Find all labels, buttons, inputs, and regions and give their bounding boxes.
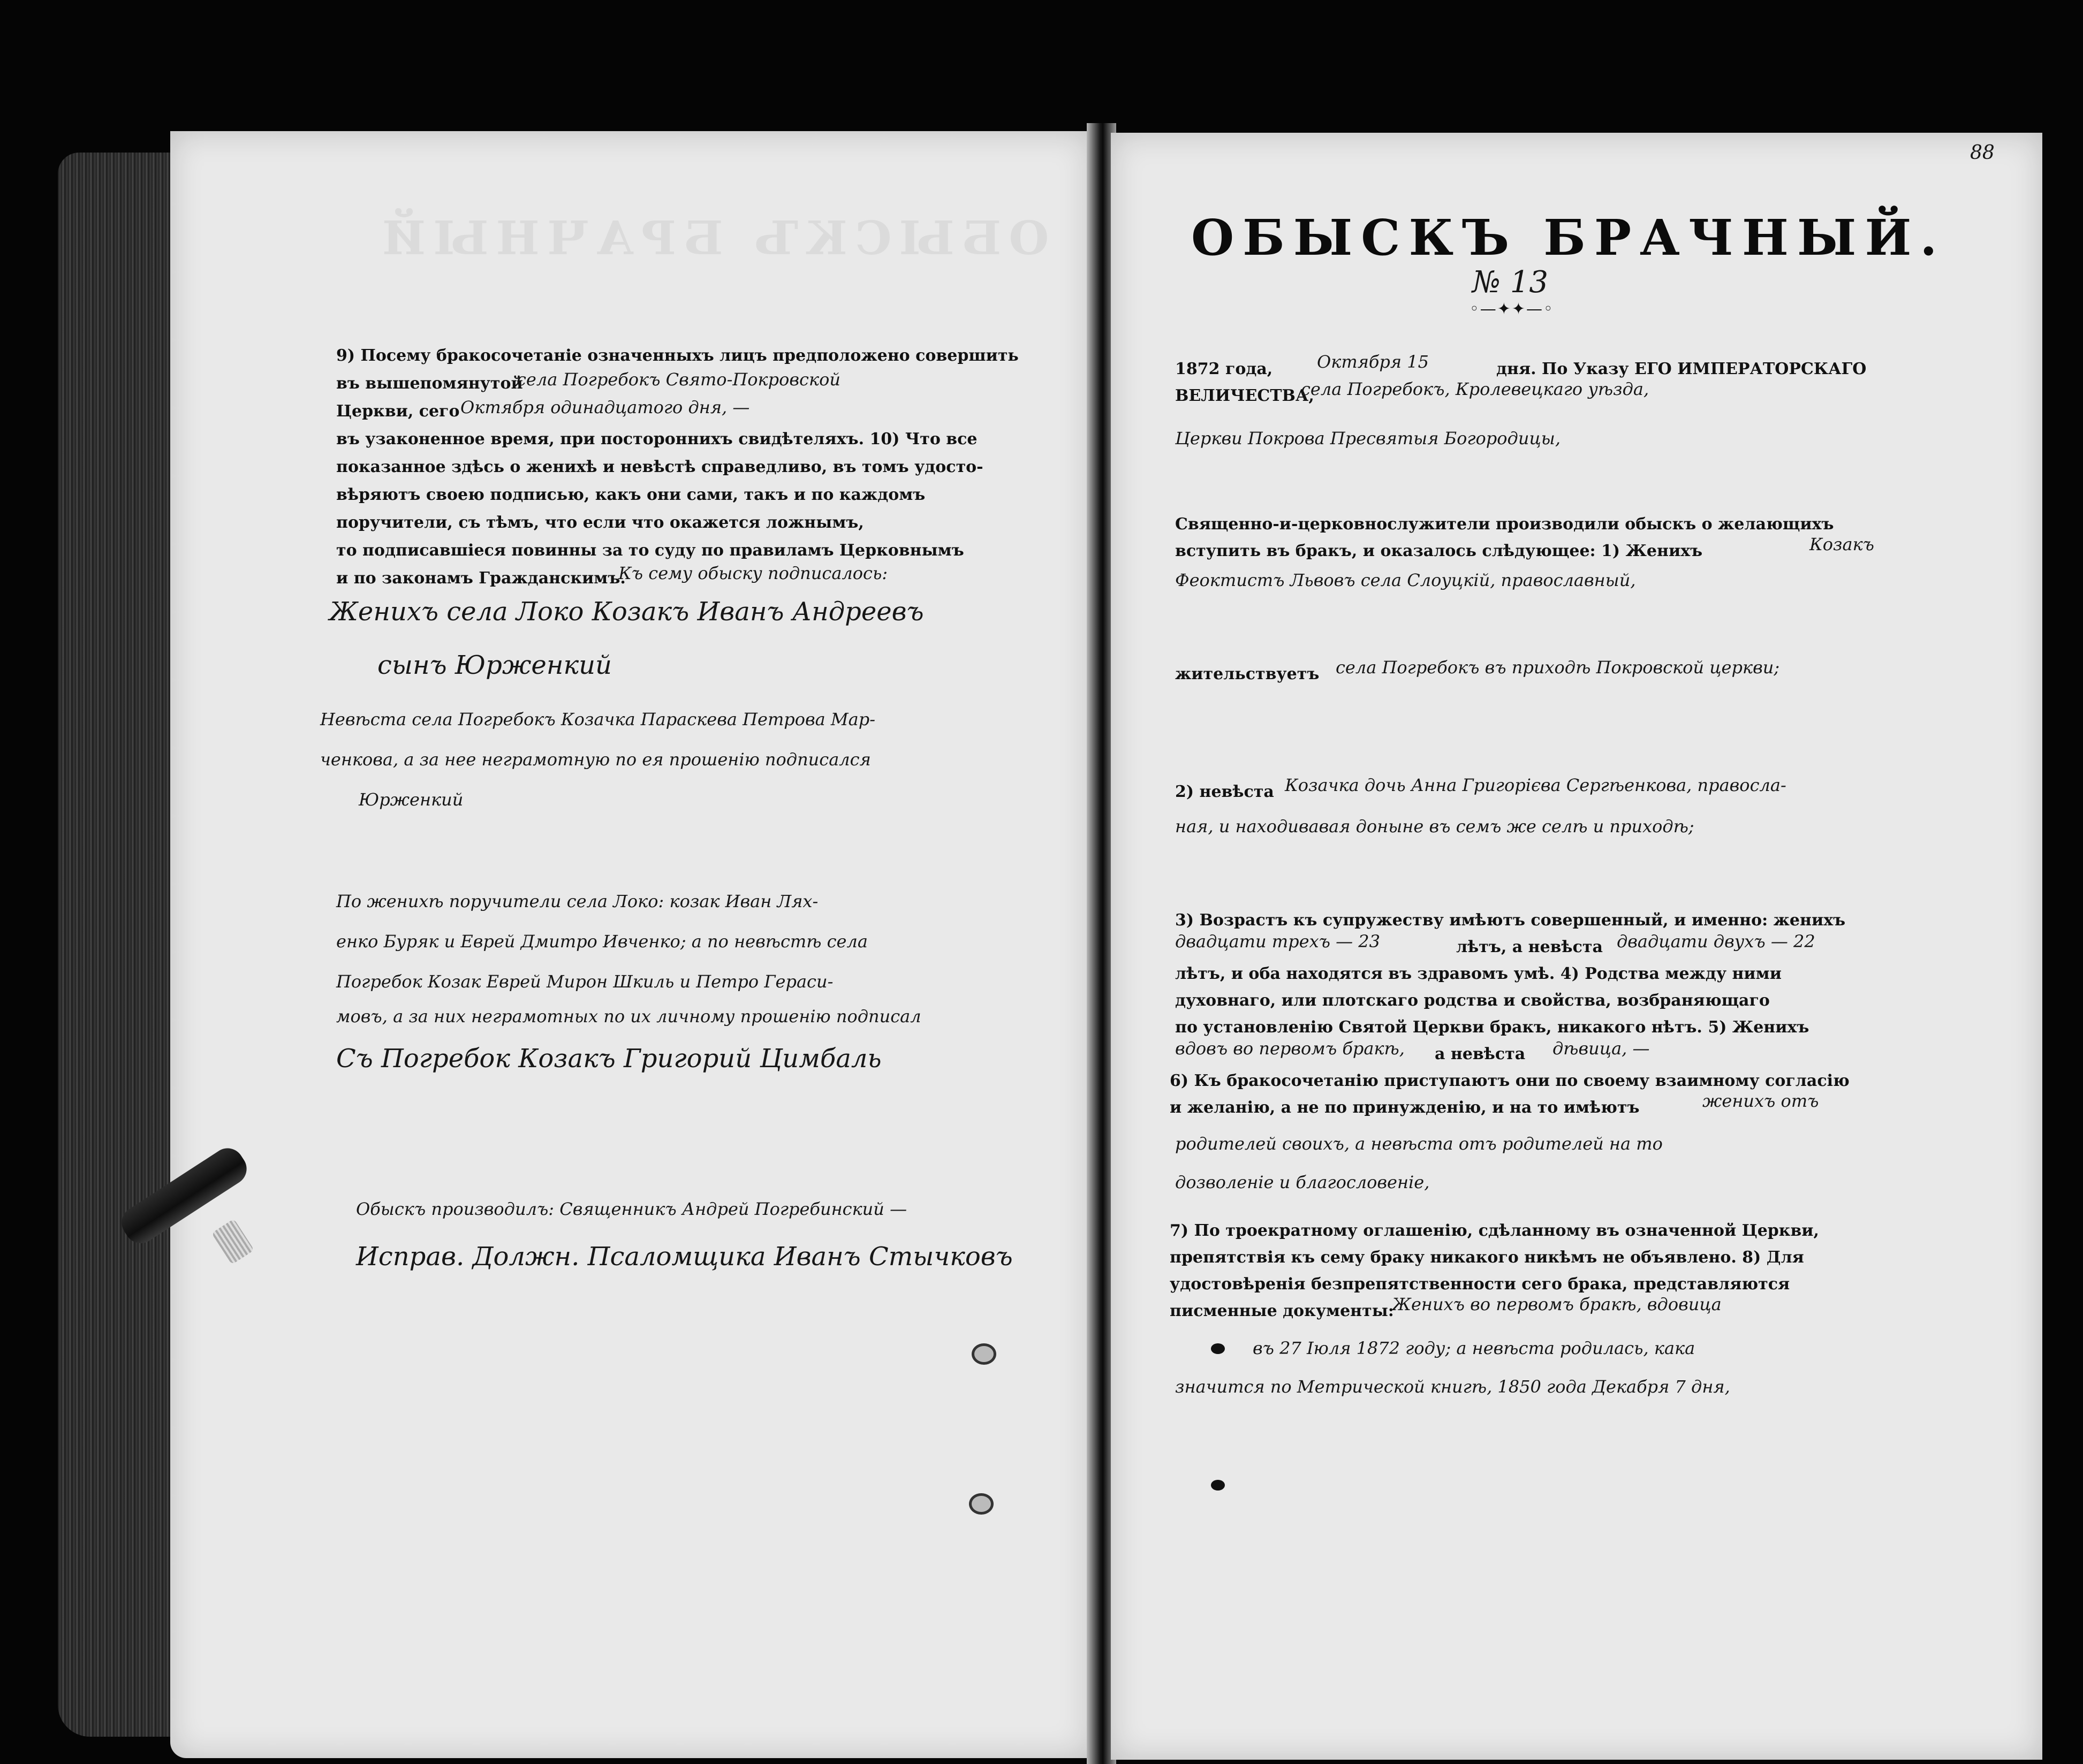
right-hand-residence: села Погребокъ въ приходѣ Покровской церкви; xyxy=(1336,657,1780,678)
right-printed-bride-age: лѣтъ, а невѣста xyxy=(1456,938,1603,956)
right-printed-no-impediment: по установленію Святой Церкви бракъ, никакого нѣтъ. 5) Женихъ xyxy=(1175,1018,1809,1037)
inquiry-performed-by: Обыскъ производилъ: Священникъ Андрей Погребинский — xyxy=(356,1199,907,1219)
right-printed-bride: 2) невѣста xyxy=(1175,782,1274,801)
right-hand-consent-2: родителей своихъ, а невѣста отъ родителей на то xyxy=(1175,1134,1663,1154)
right-hand-bride-marital: дѣвица, — xyxy=(1552,1038,1650,1059)
guarantors-line-2: енко Буряк и Еврей Дмитро Ивченко; а по невѣстѣ села xyxy=(336,931,868,952)
right-printed-age: 3) Возрастъ къ супружеству имѣютъ совершенный, и именно: женихъ xyxy=(1175,911,1846,930)
right-hand-groom-name: Феоктистъ Львовъ села Слоуцкій, православный, xyxy=(1175,570,1636,590)
right-hand-docs-1: Женихъ во первомъ бракѣ, вдовица xyxy=(1392,1294,1722,1314)
left-printed-line-9: и по законамъ Гражданскимъ. xyxy=(336,569,626,588)
right-hand-church: Церкви Покрова Пресвятыя Богородицы, xyxy=(1175,428,1561,448)
right-hand-groom-status: Козакъ xyxy=(1809,534,1874,554)
psalmist-signature: Исправ. Должн. Псаломщика Иванъ Стычковъ xyxy=(356,1242,1013,1272)
ink-blot xyxy=(972,1343,996,1365)
right-printed-documents: писменные документы: xyxy=(1170,1302,1394,1320)
left-printed-line-8: то подписавшіеся повинны за то суду по правиламъ Церковнымъ xyxy=(336,541,964,560)
guarantor-signature: Съ Погребок Козакъ Григорий Цимбаль xyxy=(336,1044,882,1074)
bride-line-1: Невѣста села Погребокъ Козачка Параскева Петрова Мар- xyxy=(320,709,876,729)
right-printed-certification: удостовѣренія безпрепятственности сего брака, представляются xyxy=(1170,1275,1790,1294)
right-hand-docs-3: значится по Метрической книгѣ, 1850 года Декабря 7 дня, xyxy=(1175,1377,1730,1397)
right-printed-will: и желанію, а не по принужденію, и на то имѣютъ xyxy=(1170,1098,1640,1117)
right-hand-bride-1: Козачка дочь Анна Григорієва Сергѣенкова, правосла- xyxy=(1285,775,1786,795)
left-printed-line-2: въ вышепомянутой xyxy=(336,374,523,393)
right-printed-clergy: Священно-и-церковнослужители производили обыскъ о желающихъ xyxy=(1175,515,1834,534)
guarantors-line-3: Погребок Козак Еврей Мирон Шкиль и Петро Гераси- xyxy=(336,971,834,992)
groom-signature-line-1: Женихъ села Локо Козакъ Иванъ Андреевъ xyxy=(329,597,924,627)
left-printed-line-5: показанное здѣсь о женихѣ и невѣстѣ справедливо, въ томъ удосто- xyxy=(336,458,983,476)
right-hand-consent-3: дозволеніе и благословеніе, xyxy=(1175,1172,1430,1192)
right-printed-sound-mind: лѣтъ, и оба находятся въ здравомъ умѣ. 4) Родства между ними xyxy=(1175,964,1782,983)
right-printed-groom-intro: вступить въ бракъ, и оказалось слѣдующее: 1) Женихъ xyxy=(1175,542,1703,560)
page-edges xyxy=(58,153,173,1737)
left-hand-date: Октября одинадцатого дня, — xyxy=(460,397,750,417)
right-printed-line-decree: дня. По Указу ЕГО ИМПЕРАТОРСКАГО xyxy=(1496,360,1867,378)
groom-signature-line-2: сынъ Юрженкий xyxy=(377,650,612,680)
right-hand-consent-1: женихъ отъ xyxy=(1702,1091,1819,1111)
right-printed-resides: жительствуетъ xyxy=(1175,665,1320,683)
right-printed-majesty: ВЕЛИЧЕСТВА, xyxy=(1175,386,1314,405)
right-printed-bride-marital: а невѣста xyxy=(1435,1045,1526,1063)
left-printed-line-7: поручители, съ тѣмъ, что если что окажется ложнымъ, xyxy=(336,513,864,532)
left-printed-line-6: вѣряютъ своею подписью, какъ они сами, такъ и по каждомъ xyxy=(336,485,926,504)
left-printed-line-3: Церкви, сего xyxy=(336,402,460,421)
page-number: 88 xyxy=(1970,142,1995,164)
ink-blot xyxy=(1211,1343,1225,1354)
right-hand-bride-2: ная, и находивавая доныне въ семъ же селѣ и приходѣ; xyxy=(1175,816,1694,837)
left-printed-line-4: въ узаконенное время, при постороннихъ свидѣтеляхъ. 10) Что все xyxy=(336,430,978,448)
title-ornament: ◦—✦✦—◦ xyxy=(1470,300,1554,318)
record-number: № 13 xyxy=(1472,265,1549,300)
right-hand-groom-marital: вдовъ во первомъ бракѣ, xyxy=(1175,1038,1405,1059)
right-printed-year: 1872 года, xyxy=(1175,360,1273,378)
left-printed-line-1: 9) Посему бракосочетаніе означенныхъ лицъ предположено совершить xyxy=(336,346,1019,365)
bride-line-2: ченкова, а за нее неграмотную по ея прошенію подписался xyxy=(320,749,871,770)
guarantors-line-4: мовъ, а за них неграмотных по их личному прошенію подписал xyxy=(336,1006,921,1027)
bleed-through-title: ОБЫСКЪ БРАЧНЫЙ xyxy=(375,211,1049,265)
right-printed-no-objection: препятствія къ сему браку никакого никѣмъ не объявлено. 8) Для xyxy=(1170,1248,1804,1267)
left-hand-subscribed: Къ сему обыску подписалось: xyxy=(618,563,888,583)
right-hand-village: села Погребокъ, Кролевецкаго уѣзда, xyxy=(1301,379,1649,399)
right-hand-bride-age: двадцати двухъ — 22 xyxy=(1617,931,1815,952)
ink-blot xyxy=(1211,1480,1225,1491)
right-hand-docs-2: въ 27 Іюля 1872 году; а невѣста родилась, кака xyxy=(1253,1338,1695,1358)
right-printed-kinship: духовнаго, или плотскаго родства и свойства, возбраняющаго xyxy=(1175,991,1770,1010)
right-hand-date: Октября 15 xyxy=(1317,352,1429,372)
bride-signer: Юрженкий xyxy=(359,789,464,810)
guarantors-line-1: По женихѣ поручители села Локо: козак Иван Лях- xyxy=(336,891,819,911)
document-title: ОБЫСКЪ БРАЧНЫЙ. xyxy=(1191,209,1946,267)
right-printed-banns: 7) По троекратному оглашенію, сдѣланному въ означенной Церкви, xyxy=(1170,1221,1819,1240)
right-printed-consent: 6) Къ бракосочетанію приступаютъ они по своему взаимному согласію xyxy=(1170,1071,1850,1090)
right-hand-groom-age: двадцати трехъ — 23 xyxy=(1175,931,1380,952)
left-hand-church-name: села Погребокъ Свято-Покровской xyxy=(517,369,840,390)
ink-blot xyxy=(969,1493,994,1515)
